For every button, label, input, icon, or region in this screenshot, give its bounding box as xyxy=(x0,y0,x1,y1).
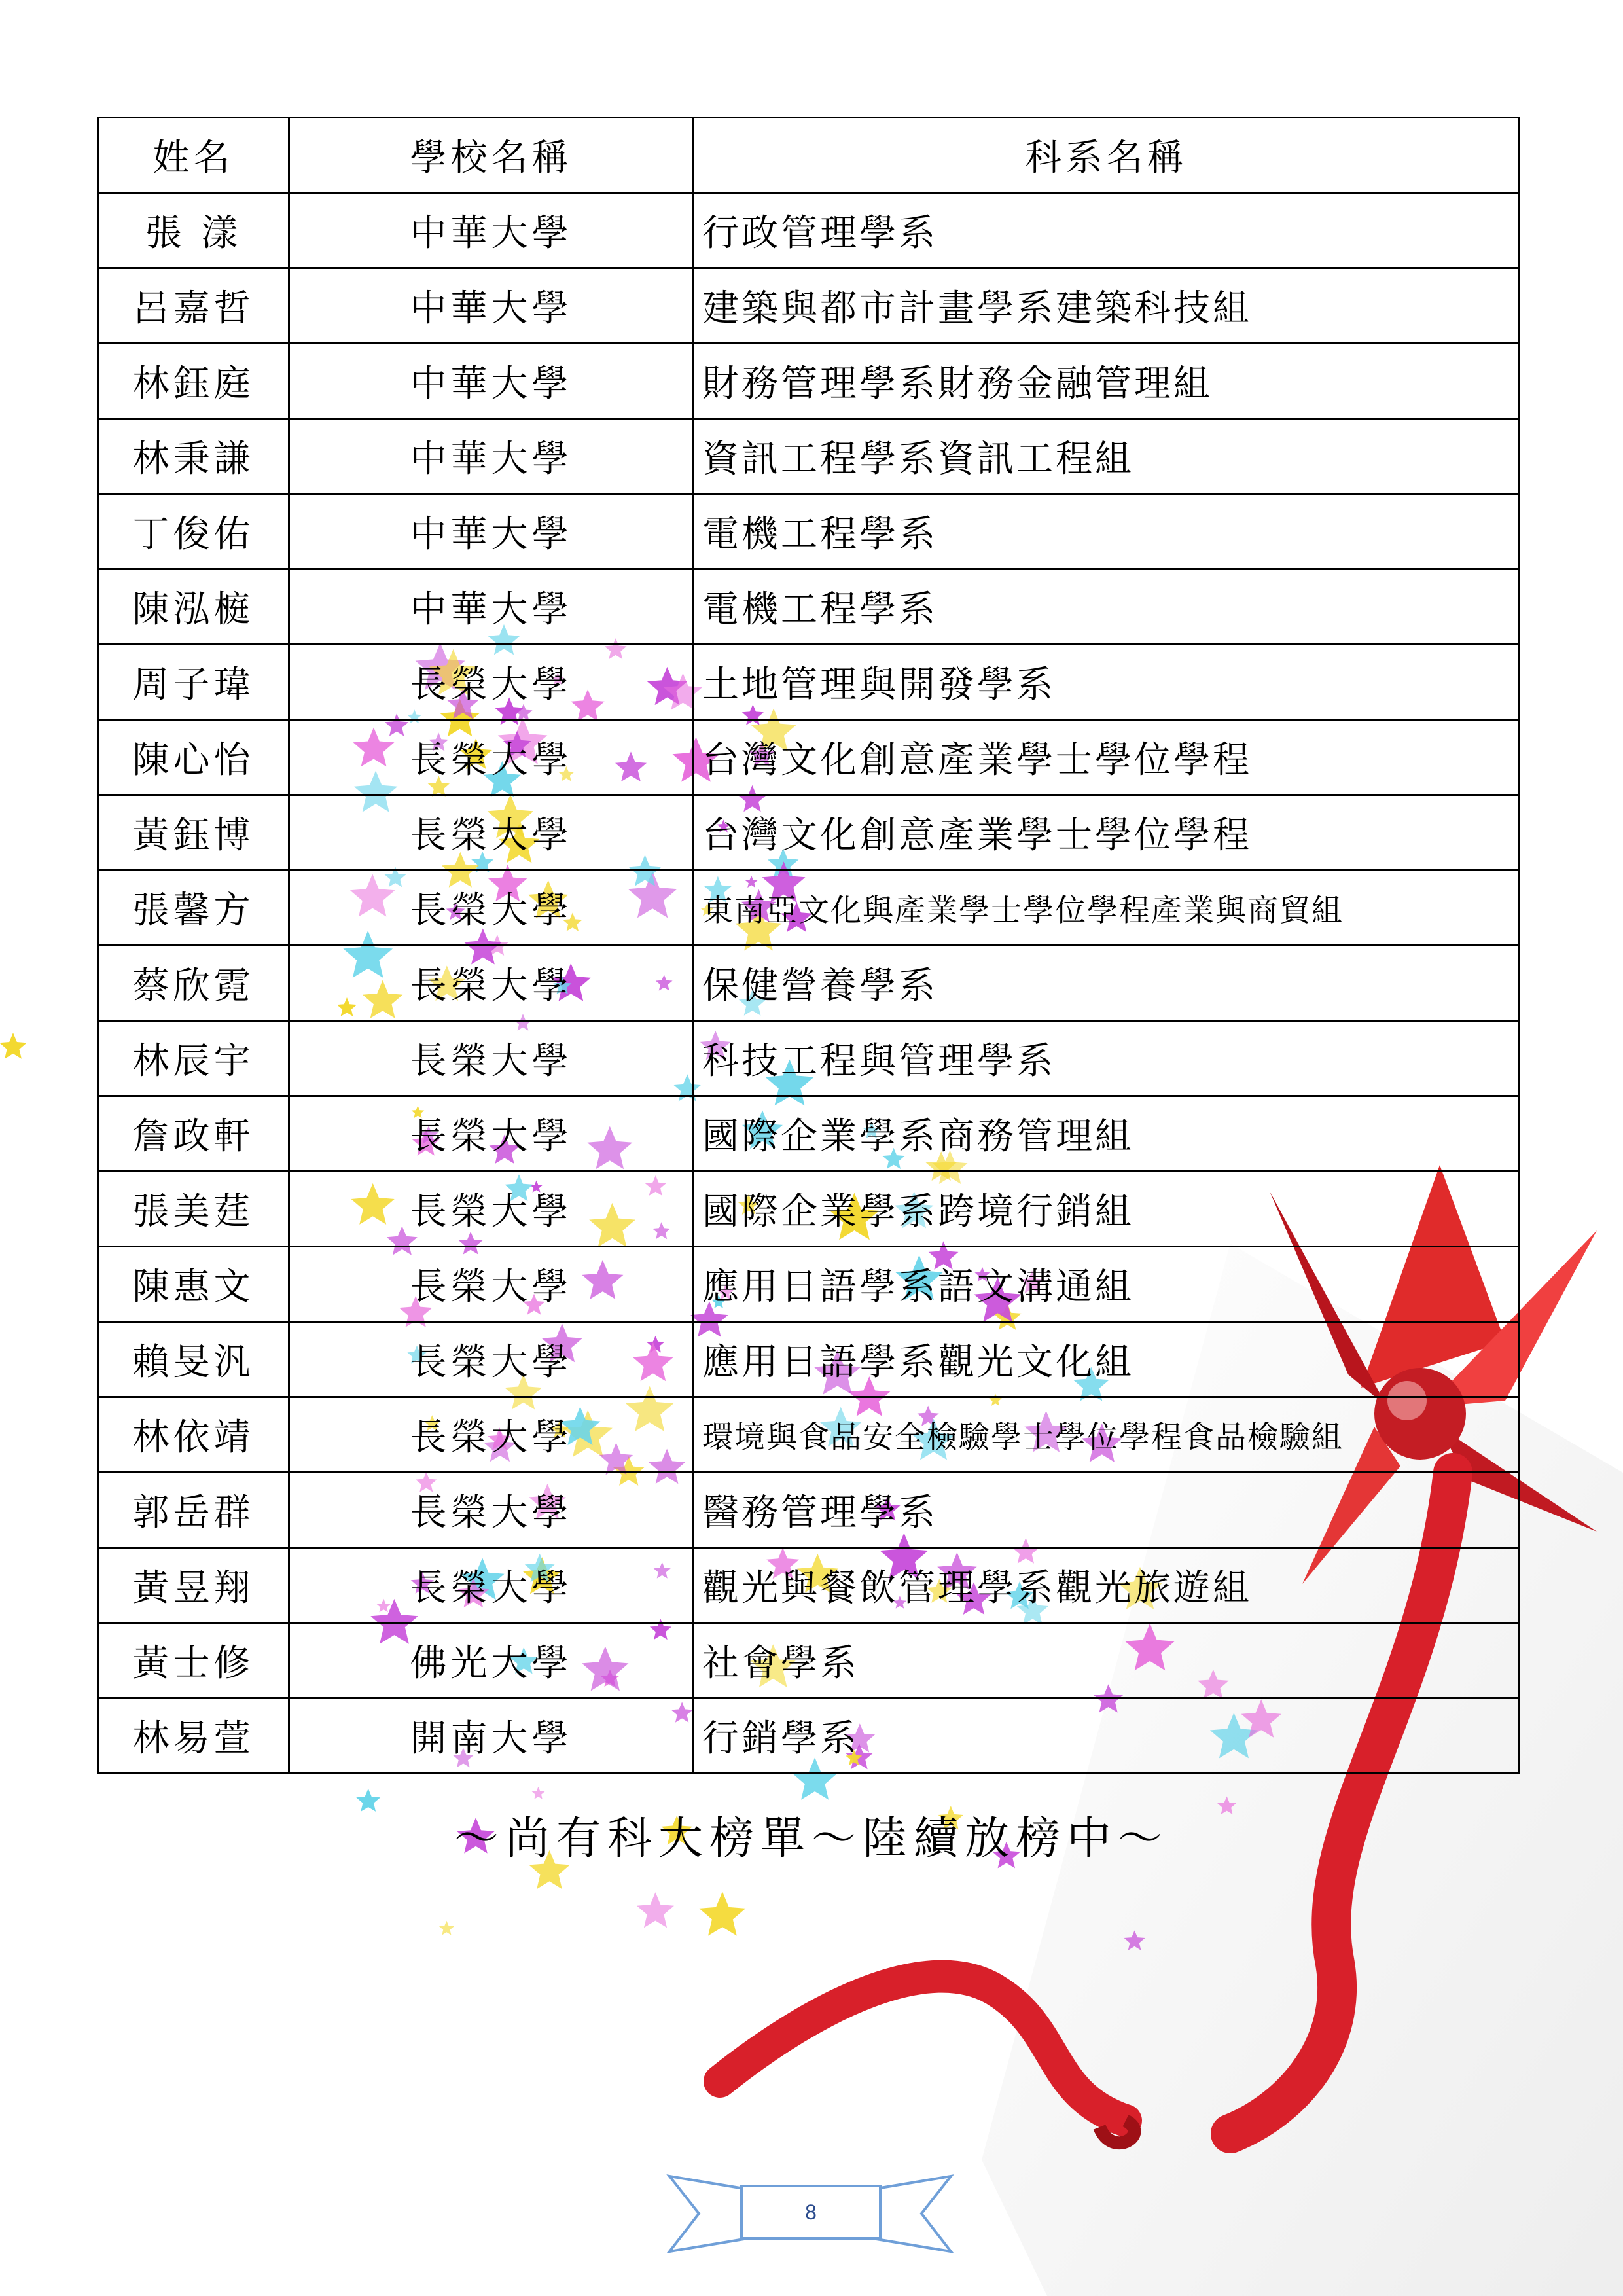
student-name: 丁俊佑 xyxy=(98,494,289,569)
school-name: 中華大學 xyxy=(289,494,694,569)
footer-note: ～尚有科大榜單～陸續放榜中～ xyxy=(454,1813,1169,1865)
student-name: 蔡欣霓 xyxy=(98,946,289,1021)
school-name: 中華大學 xyxy=(289,569,694,645)
student-name: 呂嘉哲 xyxy=(98,268,289,344)
school-name: 長榮大學 xyxy=(289,1397,694,1473)
school-name: 佛光大學 xyxy=(289,1623,694,1698)
student-name: 郭岳群 xyxy=(98,1473,289,1548)
school-name: 長榮大學 xyxy=(289,1247,694,1322)
school-name: 長榮大學 xyxy=(289,645,694,720)
table-row xyxy=(98,494,1520,569)
table-row xyxy=(98,344,1520,419)
department-name: 電機工程學系 xyxy=(694,569,1520,645)
table-row xyxy=(98,1247,1520,1322)
school-name: 中華大學 xyxy=(289,193,694,268)
table-row xyxy=(98,419,1520,494)
school-name: 長榮大學 xyxy=(289,870,694,946)
student-name: 張馨方 xyxy=(98,870,289,946)
table-row xyxy=(98,1096,1520,1172)
school-name: 中華大學 xyxy=(289,268,694,344)
department-name: 國際企業學系跨境行銷組 xyxy=(694,1172,1520,1247)
school-name: 中華大學 xyxy=(289,419,694,494)
header-department: 科系名稱 xyxy=(694,118,1520,193)
table-row xyxy=(98,1698,1520,1774)
student-name: 黃鈺博 xyxy=(98,795,289,870)
school-name: 長榮大學 xyxy=(289,1322,694,1397)
department-name: 國際企業學系商務管理組 xyxy=(694,1096,1520,1172)
student-name: 陳心怡 xyxy=(98,720,289,795)
department-name: 台灣文化創意產業學士學位學程 xyxy=(694,720,1520,795)
department-name: 土地管理與開發學系 xyxy=(694,645,1520,720)
school-name: 中華大學 xyxy=(289,344,694,419)
school-name: 長榮大學 xyxy=(289,720,694,795)
header-name: 姓名 xyxy=(98,118,289,193)
table-row xyxy=(98,720,1520,795)
confetti-star-icon xyxy=(637,1892,674,1928)
table-row xyxy=(98,645,1520,720)
school-name: 長榮大學 xyxy=(289,1548,694,1623)
confetti-star-icon xyxy=(532,1787,545,1799)
student-name: 林鈺庭 xyxy=(98,344,289,419)
school-name: 長榮大學 xyxy=(289,1473,694,1548)
department-name: 保健營養學系 xyxy=(694,946,1520,1021)
table-row xyxy=(98,1021,1520,1096)
student-name: 林秉謙 xyxy=(98,419,289,494)
table-row xyxy=(98,1172,1520,1247)
table-row xyxy=(98,1623,1520,1698)
department-name: 社會學系 xyxy=(694,1623,1520,1698)
student-name: 賴旻汎 xyxy=(98,1322,289,1397)
department-name: 電機工程學系 xyxy=(694,494,1520,569)
school-name: 長榮大學 xyxy=(289,795,694,870)
table-row xyxy=(98,1473,1520,1548)
department-name: 東南亞文化與產業學士學位學程產業與商貿組 xyxy=(694,870,1520,946)
school-name: 長榮大學 xyxy=(289,1096,694,1172)
confetti-star-icon xyxy=(699,1892,745,1935)
department-name: 應用日語學系語文溝通組 xyxy=(694,1247,1520,1322)
school-name: 長榮大學 xyxy=(289,1172,694,1247)
table-header-row xyxy=(98,118,1520,193)
student-name: 詹政軒 xyxy=(98,1096,289,1172)
table-row xyxy=(98,795,1520,870)
student-name: 林易萱 xyxy=(98,1698,289,1774)
student-name: 黃昱翔 xyxy=(98,1548,289,1623)
department-name: 應用日語學系觀光文化組 xyxy=(694,1322,1520,1397)
student-name: 黃士修 xyxy=(98,1623,289,1698)
department-name: 行政管理學系 xyxy=(694,193,1520,268)
student-name: 陳惠文 xyxy=(98,1247,289,1322)
school-name: 長榮大學 xyxy=(289,1021,694,1096)
student-name: 張 漾 xyxy=(98,193,289,268)
header-school: 學校名稱 xyxy=(289,118,694,193)
table-row xyxy=(98,193,1520,268)
department-name: 醫務管理學系 xyxy=(694,1473,1520,1548)
confetti-star-icon xyxy=(0,1033,27,1059)
table-row xyxy=(98,569,1520,645)
admission-results-table xyxy=(97,117,1520,1774)
confetti-star-icon xyxy=(439,1921,454,1935)
table-row xyxy=(98,1548,1520,1623)
school-name: 長榮大學 xyxy=(289,946,694,1021)
table-row xyxy=(98,1322,1520,1397)
department-name: 台灣文化創意產業學士學位學程 xyxy=(694,795,1520,870)
student-name: 張美莛 xyxy=(98,1172,289,1247)
student-name: 陳泓榳 xyxy=(98,569,289,645)
table-row xyxy=(98,946,1520,1021)
student-name: 林依靖 xyxy=(98,1397,289,1473)
department-name: 資訊工程學系資訊工程組 xyxy=(694,419,1520,494)
school-name: 開南大學 xyxy=(289,1698,694,1774)
department-name: 財務管理學系財務金融管理組 xyxy=(694,344,1520,419)
student-name: 林辰宇 xyxy=(98,1021,289,1096)
table-row xyxy=(98,268,1520,344)
department-name: 建築與都市計畫學系建築科技組 xyxy=(694,268,1520,344)
student-name: 周子瑋 xyxy=(98,645,289,720)
table-row xyxy=(98,870,1520,946)
department-name: 行銷學系 xyxy=(694,1698,1520,1774)
department-name: 環境與食品安全檢驗學士學位學程食品檢驗組 xyxy=(694,1397,1520,1473)
page-number: 8 xyxy=(805,2200,817,2224)
department-name: 科技工程與管理學系 xyxy=(694,1021,1520,1096)
table-row xyxy=(98,1397,1520,1473)
department-name: 觀光與餐飲管理學系觀光旅遊組 xyxy=(694,1548,1520,1623)
